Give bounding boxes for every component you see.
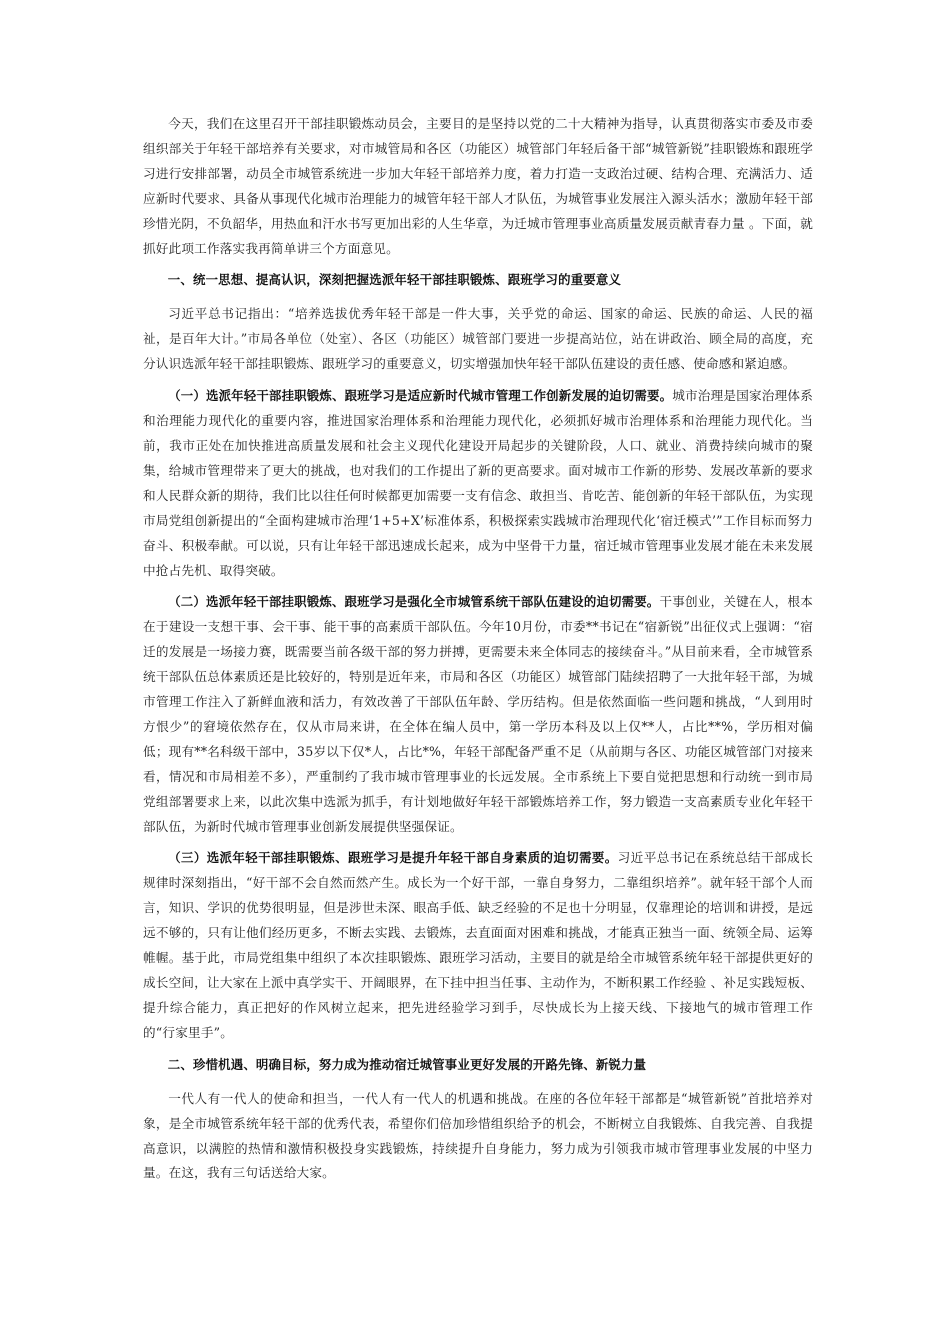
subsection-1-lead: （一）选派年轻干部挂职锻炼、跟班学习是适应新时代城市管理工作创新发展的迫切需要。 <box>168 388 673 404</box>
subsection-3-lead: （三）选派年轻干部挂职锻炼、跟班学习是提升年轻干部自身素质的迫切需要。 <box>168 850 618 866</box>
section-2-paragraph: 一代人有一代人的使命和担当，一代人有一代人的机遇和挑战。在座的各位年轻干部都是“城管新锐”首批培养对象，是全市城管系统年轻干部的优秀代表，希望你们倍加珍惜组织给予的机会，不断树立自我锻炼、自我完善、自我提高意识，以满腔的热情和激情积极投身实践锻炼，持续提升自身能力，努力成为引领我市城市管理事业发展的中坚力量。在这，我有三句话送给大家。 <box>143 1090 813 1181</box>
intro-paragraph: 今天，我们在这里召开干部挂职锻炼动员会，主要目的是坚持以党的二十大精神为指导，认真贯彻落实市委及市委组织部关于年轻干部培养有关要求，对市城管局和各区（功能区）城管部门年轻后备干部“城管新锐”挂职锻炼和跟班学习进行安排部署，动员全市城管系统进一步加大年轻干部培养力度，着力打造一支政治过硬、结构合理、充满活力、适应新时代要求、具备从事现代化城市治理能力的城管年轻干部人才队伍，为城管事业发展注入源头活水；激励年轻干部珍惜光阴，不负韶华，用热血和汗水书写更加出彩的人生华章，为迁城市管理事业高质量发展贡献青春力量 。下面，就抓好此项工作落实我再简单讲三个方面意见。 <box>143 116 813 256</box>
subsection-1-body: 城市治理是国家治理体系和治理能力现代化的重要内容，推进国家治理体系和治理能力现代化，必须抓好城市治理体系和治理能力现代化。当前，我市正处在加快推进高质量发展和社会主义现代化建设开局起步的关键阶段，人口、就业、消费持续向城市的聚集，给城市管理带来了更大的挑战，也对我们的工作提出了新的更高要求。面对城市工作新的形势、发展改革新的要求和人民群众新的期待，我们比以往任何时候都更加需要一支有信念、敢担当、肯吃苦、能创新的年轻干部队伍，为实现市局党组创新提出的“全面构建城市治理‘1+5+X’标准体系，积极探索实践城市治理现代化‘宿迁模式’”工作目标而努力奋斗、积极奉献。可以说，只有让年轻干部迅速成长起来，成为中坚骨干力量，宿迁城市管理事业发展才能在未来发展中抢占先机、取得突破。 <box>143 388 814 578</box>
subsection-3 <box>143 846 813 1045</box>
document-page <box>143 112 813 1193</box>
subsection-2 <box>143 590 813 839</box>
subsection-2-body: 干事创业，关键在人，根本在于建设一支想干事、会干事、能干事的高素质干部队伍。今年10月份，市委**书记在“宿新锐”出征仪式上强调：“宿迁的发展是一场接力赛，既需要当前各级干部的努力拼搏，更需要未来全体同志的接续奋斗。”从目前来看，全市城管系统干部队伍总体素质还是比较好的，特别是近年来，市局和各区（功能区）城管部门陆续招聘了一大批年轻干部，为城市管理工作注入了新鲜血液和活力，有效改善了干部队伍年龄、学历结构。但是依然面临一些问题和挑战，“人到用时方恨少”的窘境依然存在，仅从市局来讲，在全体在编人员中，第一学历本科及以上仅**人，占比**%，学历相对偏低；现有**名科级干部中，35岁以下仅*人，占比*%，年轻干部配备严重不足（从前期与各区、功能区城管部门对接来看，情况和市局相差不多），严重制约了我市城市管理事业的长远发展。全市系统上下要自觉把思想和行动统一到市局党组部署要求上来，以此次集中选派为抓手，有计划地做好年轻干部锻炼培养工作，努力锻造一支高素质专业化年轻干部队伍，为新时代城市管理事业创新发展提供坚强保证。 <box>143 594 813 834</box>
subsection-1 <box>143 384 813 583</box>
section-1-paragraph: 习近平总书记指出：“培养选拔优秀年轻干部是一件大事，关乎党的命运、国家的命运、民族的命运、人民的福祉，是百年大计。”市局各单位（处室）、各区（功能区）城管部门要进一步提高站位，站在讲政治、顾全局的高度，充分认识选派年轻干部挂职锻炼、跟班学习的重要意义，切实增强加快年轻干部队伍建设的责任感、使命感和紧迫感。 <box>143 306 813 372</box>
section-heading-2: 二、珍惜机遇、明确目标，努力成为推动宿迁城管事业更好发展的开路先锋、新锐力量 <box>167 1056 647 1072</box>
section-heading-1: 一、统一思想、提高认识，深刻把握选派年轻干部挂职锻炼、跟班学习的重要意义 <box>167 272 622 288</box>
subsection-3-body: 习近平总书记在系统总结干部成长规律时深刻指出，“好干部不会自然而然产生。成长为一个好干部，一靠自身努力，二靠组织培养”。就年轻干部个人而言，知识、学识的优势很明显，但是涉世未深、眼高手低、缺乏经验的不足也十分明显，仅靠理论的培训和讲授，是远远不够的，只有让他们经历更多，不断去实践、去锻炼，去直面面对困难和挑战，才能真正独当一面、统领全局、运筹帷幄。基于此，市局党组集中组织了本次挂职锻炼、跟班学习活动，主要目的就是给全市城管系统年轻干部提供更好的成长空间，让大家在上派中真学实干、开阔眼界，在下挂中担当任事、主动作为，不断积累工作经验 、补足实践短板、提升综合能力，真正把好的作风树立起来，把先进经验学习到手，尽快成长为上接天线、下接地气的城市管理工作的“行家里手”。 <box>143 850 814 1040</box>
subsection-2-lead: （二）选派年轻干部挂职锻炼、跟班学习是强化全市城管系统干部队伍建设的迫切需要。 <box>168 594 660 610</box>
